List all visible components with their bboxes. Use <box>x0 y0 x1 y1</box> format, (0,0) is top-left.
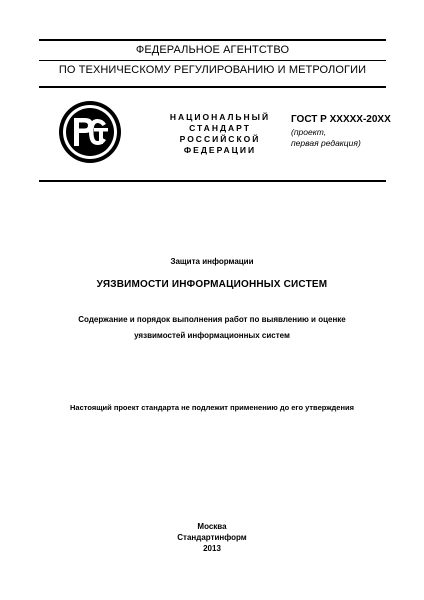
agency-divider <box>39 60 386 61</box>
gost-status-line-1: (проект, <box>291 127 327 137</box>
agency-bottom-rule <box>39 86 386 88</box>
document-field: Защита информации <box>170 257 254 266</box>
imprint-city: Москва <box>197 522 227 531</box>
agency-line-2: ПО ТЕХНИЧЕСКОМУ РЕГУЛИРОВАНИЮ И МЕТРОЛОГИИ <box>58 64 367 76</box>
standard-type-line-4: ФЕДЕРАЦИИ <box>183 145 257 155</box>
imprint <box>0 521 424 554</box>
imprint-publisher: Стандартинформ <box>177 533 247 542</box>
standard-type-line-3: РОССИЙСКОЙ <box>179 134 261 144</box>
standard-type-line-1: НАЦИОНАЛЬНЫЙ <box>169 112 271 122</box>
header-bottom-rule <box>39 180 386 182</box>
gost-code: ГОСТ Р ХХХХХ-20ХХ <box>291 114 391 125</box>
rst-certification-mark-icon <box>58 100 122 164</box>
rst-logo-svg <box>58 100 122 164</box>
standard-type-line-2: СТАНДАРТ <box>189 123 251 133</box>
agency-line-1: ФЕДЕРАЛЬНОЕ АГЕНТСТВО <box>135 44 290 56</box>
standard-type-block <box>160 112 280 156</box>
document-title: УЯЗВИМОСТИ ИНФОРМАЦИОННЫХ СИСТЕМ <box>96 279 328 290</box>
document-subtitle <box>0 312 424 344</box>
imprint-year: 2013 <box>203 544 221 553</box>
gost-status <box>291 127 361 149</box>
document-subtitle-line-1: Содержание и порядок выполнения работ по выявлению и оценке <box>78 315 346 324</box>
top-rule <box>39 39 386 41</box>
document-subtitle-line-2: уязвимостей информационных систем <box>134 331 290 340</box>
document-note: Настоящий проект стандарта не подлежит применению до его утверждения <box>70 403 354 412</box>
gost-status-line-2: первая редакция) <box>291 138 361 148</box>
